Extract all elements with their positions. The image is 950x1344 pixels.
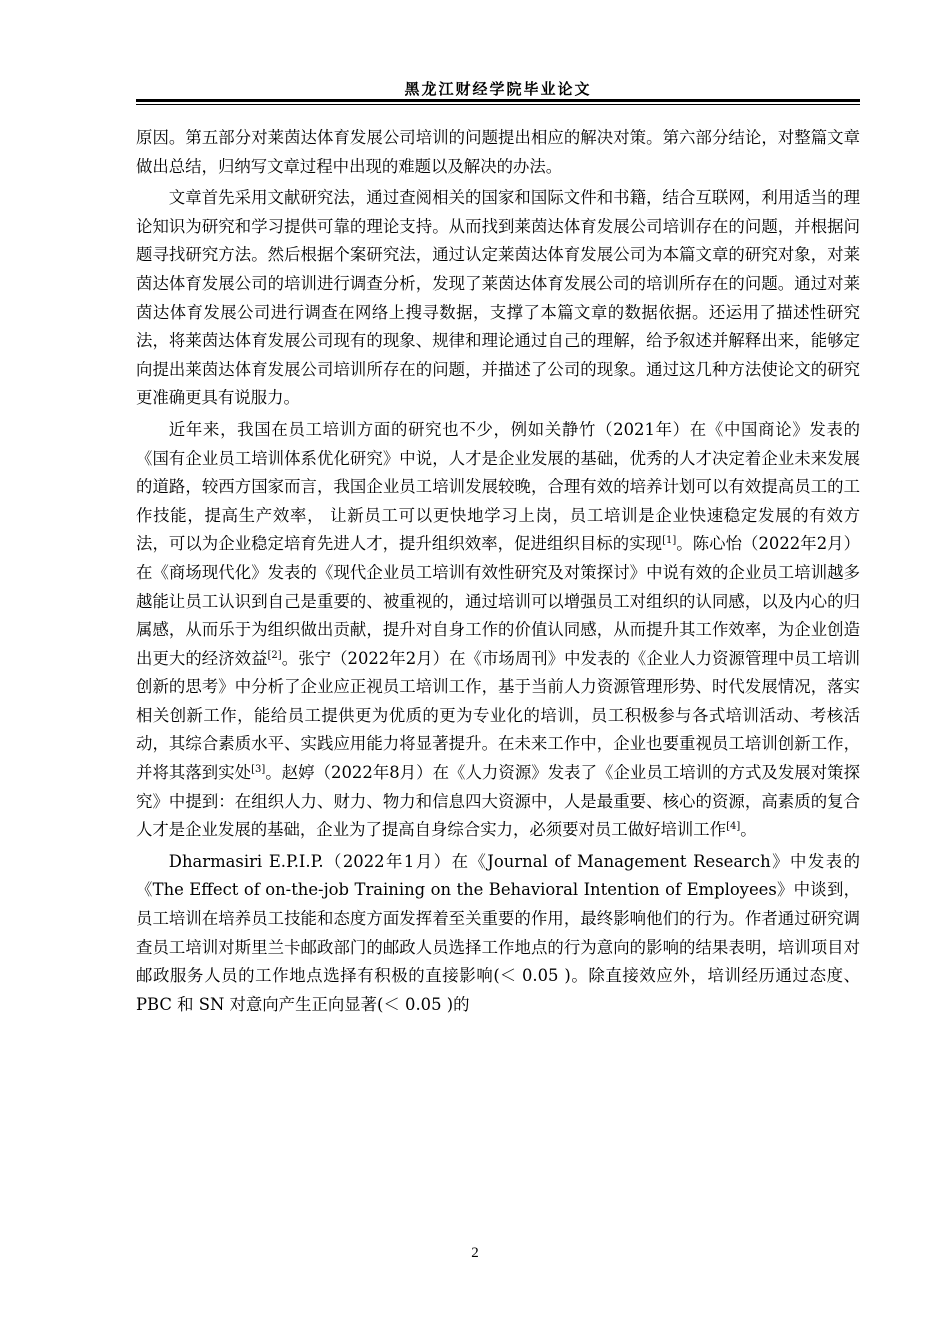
paragraph-3-text-c: 。张宁（2022年2月）在《市场周刊》中发表的《企业人力资源管理中员工培训创新的思考》中分析了企业应正视员工培训工作，基于当前人力资源管理形势、时代发展情况，落实相关创新工作，能给员工提供更为优质的更为专业化的培训，员工积极参与各式培训活动、考核活动，其综合素质水平、实践应用能力将显著提升。在未来工作中，企业也要重视员工培训创新工作，并将其落到实处 [136, 648, 861, 783]
paragraph-3-text-d: 。赵婷（2022年8月）在《人力资源》发表了《企业员工培训的方式及发展对策探究》中提到：在组织人力、财力、物力和信息四大资源中，人是最重要、核心的资源，高素质的复合人才是企业发展的基础，企业为了提高自身综合实力，必须要对员工做好培训工作 [136, 763, 860, 840]
citation-1: [1] [662, 535, 677, 547]
citation-2: [2] [267, 649, 282, 661]
paragraph-2: 文章首先采用文献研究法，通过查阅相关的国家和国际文件和书籍，结合互联网，利用适当的理论知识为研究和学习提供可靠的理论支持。从而找到莱茵达体育发展公司培训存在的问题，并根据问题寻找研究方法。然后根据个案研究法，通过认定莱茵达体育发展公司为本篇文章的研究对象，对莱茵达体育发展公司的培训进行调查分析，发现了莱茵达体育发展公司的培训所存在的问题。通过对莱茵达体育发展公司进行调查在网络上搜寻数据，支撑了本篇文章的数据依据。还运用了描述性研究法，将莱茵达体育发展公司现有的现象、规律和理论通过自己的理解，给予叙述并解释出来，能够定向提出莱茵达体育发展公司培训所存在的问题，并描述了公司的现象。通过这几种方法使论文的研究更准确更具有说服力。 [136, 188, 860, 408]
header-rule-thick [136, 99, 860, 102]
paragraph-3-text-e: 。 [740, 820, 757, 840]
citation-4: [4] [726, 821, 741, 833]
citation-3: [3] [251, 764, 266, 776]
running-header: 黑龙江财经学院毕业论文 [404, 80, 592, 98]
paragraph-4: Dharmasiri E.P.I.P.（2022年1月）在《Journal of Management Research》中发表的《The Effect of on-the-job Training on the Behavioral Intention of Employees》中谈到，员工培训在培养员工技能和态度方面发挥着至关重要的作用，最终影响他们的行为。作者通过研究调查员工培训对斯里兰卡邮政部门的邮政人员选择工作地点的行为意向的影响的结果表明，培训项目对邮政服务人员的工作地点选择有积极的直接影响(＜ 0.05 )。除直接效应外，培训经历通过态度、PBC 和 SN 对意向产生正向显著(＜ 0.05 )的 [136, 851, 860, 1014]
page-number: 2 [471, 1245, 479, 1261]
body-text [136, 124, 860, 1019]
header-rule-thin [136, 104, 860, 105]
paragraph-3-text-a: 近年来，我国在员工培训方面的研究也不少，例如关静竹（2021年）在《中国商论》发表的《国有企业员工培训体系优化研究》中说，人才是企业发展的基础，优秀的人才决定着企业未来发展的道路，较西方国家而言，我国企业员工培训发展较晚，合理有效的培养计划可以有效提高员工的工作技能，提高生产效率， 让新员工可以更快地学习上岗，员工培训是企业快速稳定发展的有效方法，可以为企业稳定培育先进人才，提升组织效率，促进组织目标的实现 [136, 419, 860, 554]
paragraph-1: 原因。第五部分对莱茵达体育发展公司培训的问题提出相应的解决对策。第六部分结论，对整篇文章做出总结，归纳写文章过程中出现的难题以及解决的办法。 [136, 128, 860, 176]
paragraph-3-text-b: 。陈心怡（2022年2月）在《商场现代化》发表的《现代企业员工培训有效性研究及对策探讨》中说有效的企业员工培训越多越能让员工认识到自己是重要的、被重视的，通过培训可以增强员工对组织的认同感，以及内心的归属感，从而乐于为组织做出贡献，提升对自身工作的价值认同感，从而提升其工作效率，为企业创造出更大的经济效益 [136, 534, 861, 668]
paragraph-3 [136, 416, 860, 845]
